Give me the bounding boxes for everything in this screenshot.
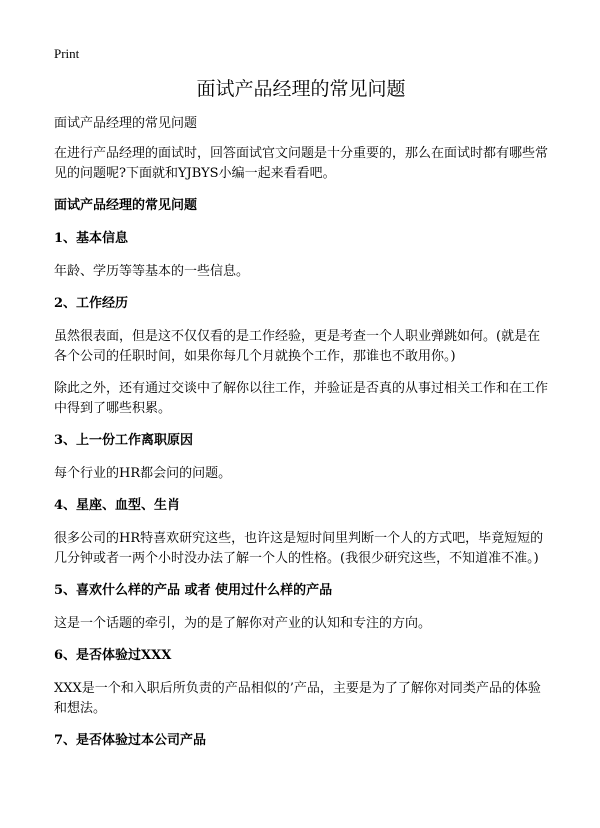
answer-paragraph-2a: 虽然很表面，但是这不仅仅看的是工作经验，更是考查一个人职业弹跳如何。(就是在各个公司的任职时间，如果你每几个月就换个工作，那谁也不敢用你。) [54,329,541,364]
print-link[interactable]: Print [54,46,80,61]
answer-paragraph-5: 这是一个话题的牵引，为的是了解你对产业的认知和专注的方向。 [54,616,432,631]
question-heading-1: 1、基本信息 [54,231,129,246]
answer-paragraph-2b: 除此之外，还有通过交谈中了解你以往工作，并验证是否真的从事过相关工作和在工作中得到了哪些积累。 [54,381,549,416]
answer-paragraph-6: XXX是一个和入职后所负责的产品相似的’产品，主要是为了了解你对同类产品的体验和想法。 [54,681,541,716]
document-subtitle: 面试产品经理的常见问题 [54,116,198,131]
document-title: 面试产品经理的常见问题 [196,78,406,100]
answer-paragraph-1: 年龄、学历等等基本的一些信息。 [54,264,250,279]
question-heading-5: 5、喜欢什么样的产品 或者 使用过什么样的产品 [54,583,333,598]
intro-paragraph: 在进行产品经理的面试时，回答面试官文问题是十分重要的，那么在面试时都有哪些常见的问题呢?下面就和YJBYS小编一起来看看吧。 [54,146,549,181]
answer-paragraph-4: 很多公司的HR特喜欢研究这些，也许这是短时间里判断一个人的方式吧，毕竟短短的几分钟或者一两个小时没办法了解一个人的性格。(我很少研究这些，不知道准不准。) [54,531,544,566]
question-heading-6: 6、是否体验过XXX [54,648,172,663]
question-heading-7: 7、是否体验过本公司产品 [54,733,207,748]
question-heading-2: 2、工作经历 [54,296,129,311]
section-heading-common-questions: 面试产品经理的常见问题 [54,198,198,213]
answer-paragraph-3: 每个行业的HR都会问的问题。 [54,466,232,481]
question-heading-3: 3、上一份工作离职原因 [54,433,194,448]
question-heading-4: 4、星座、血型、生肖 [54,498,181,513]
